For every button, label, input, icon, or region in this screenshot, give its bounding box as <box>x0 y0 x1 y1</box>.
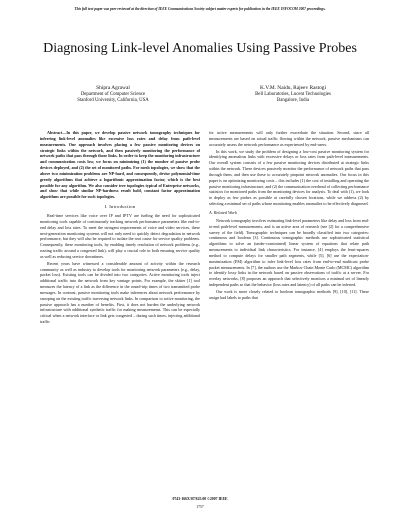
author-block <box>38 85 368 105</box>
paper-title: Diagnosing Link-level Anomalies Using Passive Probes <box>43 41 357 56</box>
abstract: Abstract—In this paper, we develop passive network tomography techniques for inferring link-level anomalies like excessive loss rates and delay from path-level measurements. Our approach involves placing a few passive monitoring devices on strategic links within the network, and then passively monitoring the performance of network paths that pass through those links. In order to keep the monitoring infrastructure and communication costs low, we focus on minimizing (1) the number of passive probe devices deployed, and (2) the set of monitored paths. For mesh topologies, we show that the above two minimization problems are NP-hard, and consequently, devise polynomial-time greedy algorithms that achieve a logarithmic approximation factor, which is the best possible for any algorithm. We also consider tree topologies typical of Enterprise networks, and show that while similar NP-hardness result hold, constant factor approximation algorithms are possible for such topologies. <box>40 130 200 200</box>
footer-issn: 0743-166X/07/$25.00 ©2007 IEEE <box>172 497 228 501</box>
section-heading-introduction: I. Introduction <box>104 204 136 210</box>
author-2-dept: Bell Laboratories, Lucent Technologies <box>255 91 331 97</box>
subsection-heading-related-work: A. Related Work <box>209 209 237 215</box>
author-2 <box>218 85 368 105</box>
page-number: 1757 <box>196 505 204 509</box>
author-1-name: Shipra Agrawal <box>96 85 130 91</box>
right-column <box>209 130 369 302</box>
author-1-dept: Department of Computer Science <box>80 91 146 97</box>
right-paragraph-2: In this work, we study the problem of designing a low-cost passive monitoring system for identifying anomalous links with excessive delays or loss rates from path-level measurements. Our overall system consists of a few passive monitoring devices distributed at strategic links within the network. These devices passively monitor the performance of network paths that pass through them, and then use these to accurately pinpoint network anomalies. Our focus in this paper is on optimizing monitoring costs – this includes (1) the cost of installing and operating the passive monitoring infrastructure, and (2) the communication overhead of collecting performance statistics for monitored paths from the monitoring devices for analysis. To deal with (1), we look to deploy as few probes as possible at carefully chosen locations, while we address (2) by selecting a minimal set of paths whose monitoring enables anomalies to be effectively diagnosed. <box>209 148 369 207</box>
left-column <box>40 130 200 326</box>
related-work-paragraph-2: Our work is more closely related to boolean tomographic methods [9], [10], [11]. These assign bad labels to paths that <box>209 288 369 300</box>
intro-paragraph-1: Real-time services like voice over IP and IPTV are fueling the need for sophisticated monitoring tools capable of continuously tracking network performance parameters like end-to-end delay and loss rates. To meet the stringent requirements of voice and video services, these next-generation monitoring systems will not only need to quickly detect degradation in network performance, but they will also be required to isolate the root cause for service quality problems. Consequently, these monitoring tools, by enabling timely resolution of network problems (e.g., routing traffic around a congested link), will play a crucial role in both ensuring service quality as well as reducing service downtimes. <box>40 212 200 259</box>
right-paragraph-1: for active measurements will only further exacerbate the situation. Second, since all measurements are based on actual traffic flowing within the network, passive mechanisms can accurately assess the network performance as experienced by end-users. <box>209 130 369 147</box>
header-notice: This full text paper was peer reviewed at the direction of IEEE Communications Society subject matter experts for publication in the IEEE INFOCOM 2007 proceedings. <box>74 7 326 11</box>
intro-paragraph-2: Recent years have witnessed a considerable amount of activity within the research community as well as industry to develop tools for monitoring network parameters (e.g., delay, packet loss). Existing tools can be divided into two categories. Active monitoring tools inject additional traffic into the network from key vantage points. For example, the skitter [1] tool measures the latency of a link as the difference in the round-trip times of two transmitted probe messages. In contrast, passive monitoring tools make inferences about network performance by snooping on the existing traffic traversing network links. In comparison to active monitoring, the passive approach has a number of benefits. First, it does not burden the underlying network infrastructure with additional synthetic traffic for making measurements. This can be especially critical when a network interface or link gets congested – during such times, injecting additional traffic <box>40 260 200 325</box>
author-2-name: K.V.M. Naidu, Rajeev Rastogi <box>260 85 326 91</box>
related-work-paragraph-1: Network tomography involves estimating link-level parameters like delay and loss from end-to-end path-level measurements, and is an active area of research (see [2] for a comprehensive survey of the field). Tomographic techniques can be broadly classified into two categories: continuous and boolean [3]. Continuous tomographic methods use sophisticated statistical algorithms to solve an (under-constrained) linear system of equations that relate path measurements to individual link characteristics. For instance, [4] employs the least-squares method to compute delays for smaller path segments, while [5], [6] use the expectation-maximization (EM) algorithm to infer link-level loss rates from end-to-end multicast probe packet measurements. In [7], the authors use the Markov Chain Monte Carlo (MCMC) algorithm to identify lossy links in the network based on passive observations of traffic at a server. For overlay networks, [8] proposes an approach that selectively monitors a minimal set of linearly independent paths so that the behavior (loss rates and latency) of all paths can be inferred. <box>209 217 369 288</box>
author-1 <box>38 85 188 105</box>
author-1-org: Stanford University, California, USA <box>77 98 149 104</box>
author-2-org: Bangalore, India <box>277 98 309 104</box>
